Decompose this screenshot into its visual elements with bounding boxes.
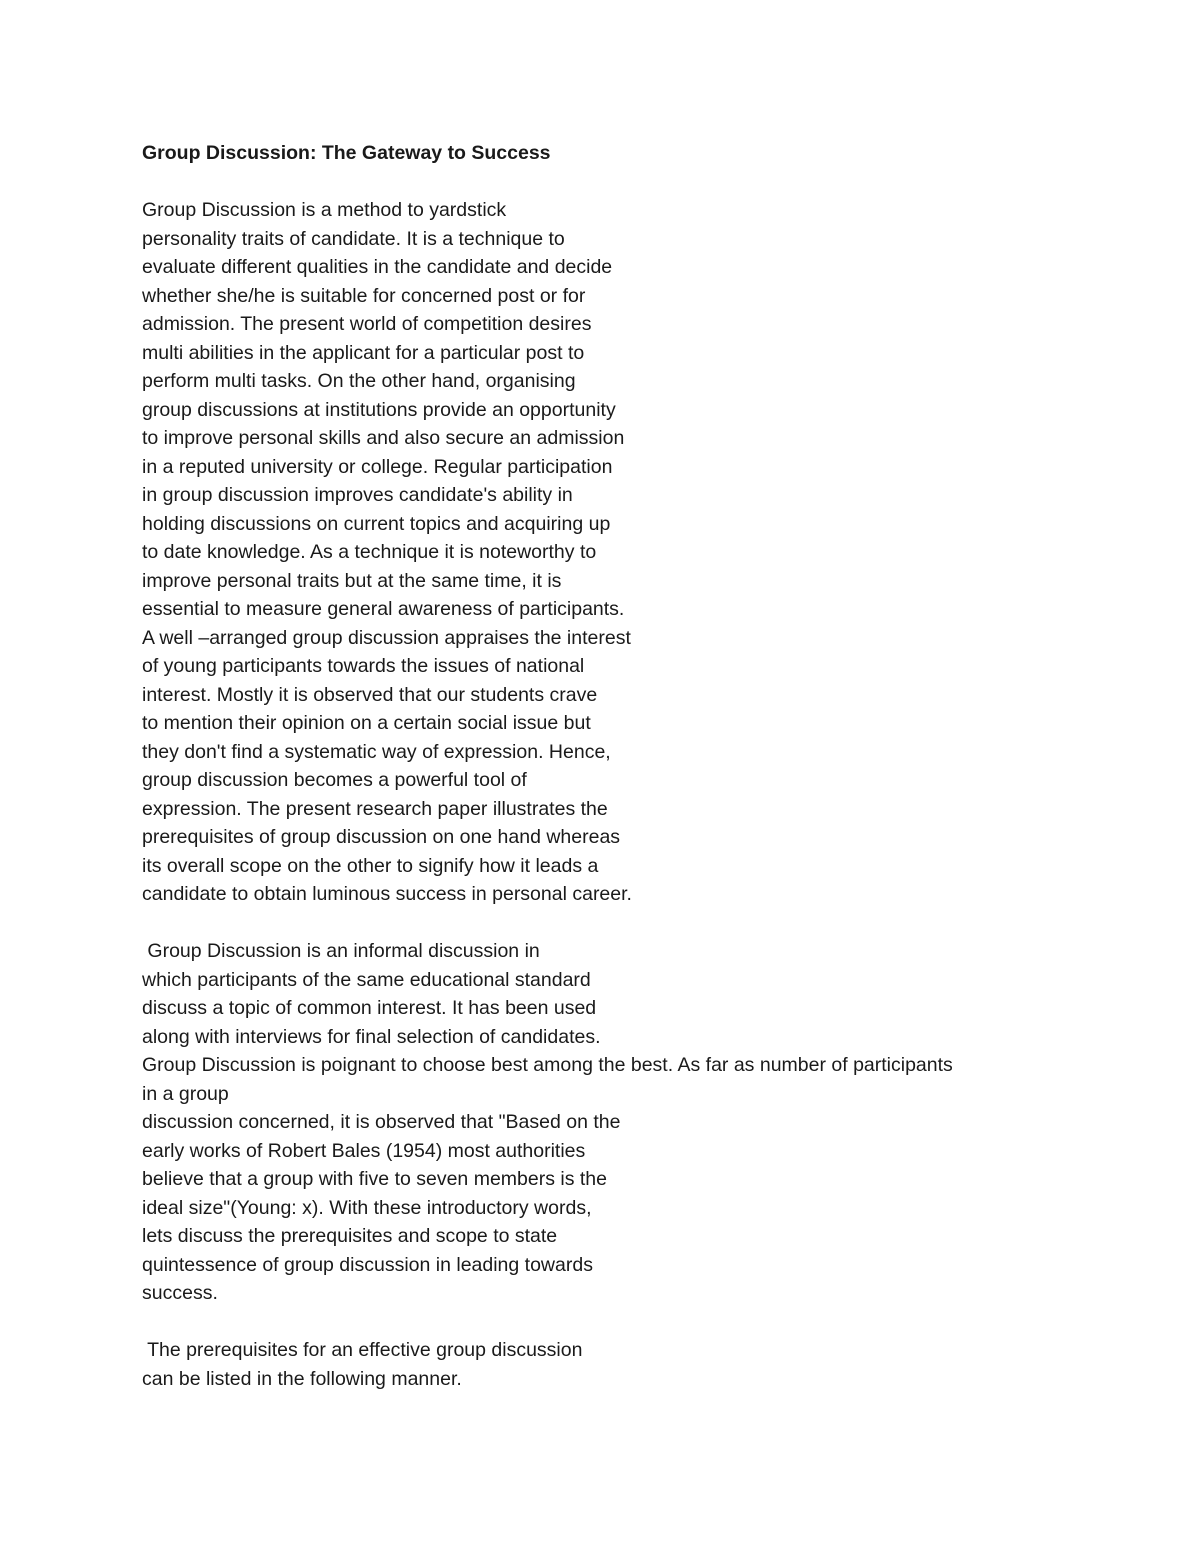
text-line: of young participants towards the issues of national [142,655,585,677]
text-line: to improve personal skills and also secure an admission [142,427,625,449]
paragraph [142,196,1062,909]
text-line: in a group [142,1082,229,1105]
text-line: whether she/he is suitable for concerned post or for [142,284,586,307]
text-line: holding discussions on current topics and acquiring up [142,512,611,535]
paragraph [142,937,1062,1308]
text-line: expression. The present research paper illustrates the [142,797,608,820]
document-title: Group Discussion: The Gateway to Success [142,142,551,164]
text-line: Group Discussion is an informal discussion in [142,940,540,962]
text-line: along with interviews for final selection of candidates. [142,1025,601,1048]
text-line: Group Discussion is a method to yardstick [142,199,507,221]
text-line: lets discuss the prerequisites and scope to state [142,1225,558,1247]
text-line: believe that a group with five to seven members is the [142,1168,607,1190]
text-line: improve personal traits but at the same time, it is [142,569,562,592]
text-line: discussion concerned, it is observed that "Based on the [142,1111,621,1133]
text-line: in a reputed university or college. Regular participation [142,455,613,478]
text-line: its overall scope on the other to signify how it leads a [142,854,599,877]
paragraph [142,1336,1062,1393]
text-line: essential to measure general awareness of participants. [142,598,625,620]
text-line: success. [142,1282,218,1304]
text-line: can be listed in the following manner. [142,1367,462,1390]
text-line: The prerequisites for an effective group discussion [142,1339,583,1361]
text-line: early works of Robert Bales (1954) most authorities [142,1139,586,1162]
text-line: quintessence of group discussion in leading towards [142,1253,593,1276]
text-line: to mention their opinion on a certain social issue but [142,712,591,734]
text-line: group discussions at institutions provide an opportunity [142,398,616,421]
text-line: multi abilities in the applicant for a particular post to [142,341,585,364]
text-line: evaluate different qualities in the candidate and decide [142,256,613,278]
text-line: ideal size"(Young: x). With these introductory words, [142,1196,592,1219]
text-line: prerequisites of group discussion on one hand whereas [142,826,621,848]
text-line: to date knowledge. As a technique it is noteworthy to [142,541,597,563]
text-line: admission. The present world of competition desires [142,313,592,335]
text-line: which participants of the same educational standard [142,968,591,991]
text-line: they don't find a systematic way of expression. Hence, [142,740,611,763]
text-line: discuss a topic of common interest. It has been used [142,997,597,1019]
text-line: Group Discussion is poignant to choose best among the best. As far as number of participants [142,1054,953,1076]
text-line: group discussion becomes a powerful tool of [142,769,527,791]
text-line: interest. Mostly it is observed that our students crave [142,683,598,706]
paragraph-container [142,196,1062,1393]
text-line: perform multi tasks. On the other hand, organising [142,370,576,392]
text-line: A well –arranged group discussion appraises the interest [142,626,631,649]
text-line: in group discussion improves candidate's ability in [142,484,573,506]
text-line: candidate to obtain luminous success in personal career. [142,883,632,905]
document-body [142,139,1062,1422]
text-line: personality traits of candidate. It is a technique to [142,227,565,250]
